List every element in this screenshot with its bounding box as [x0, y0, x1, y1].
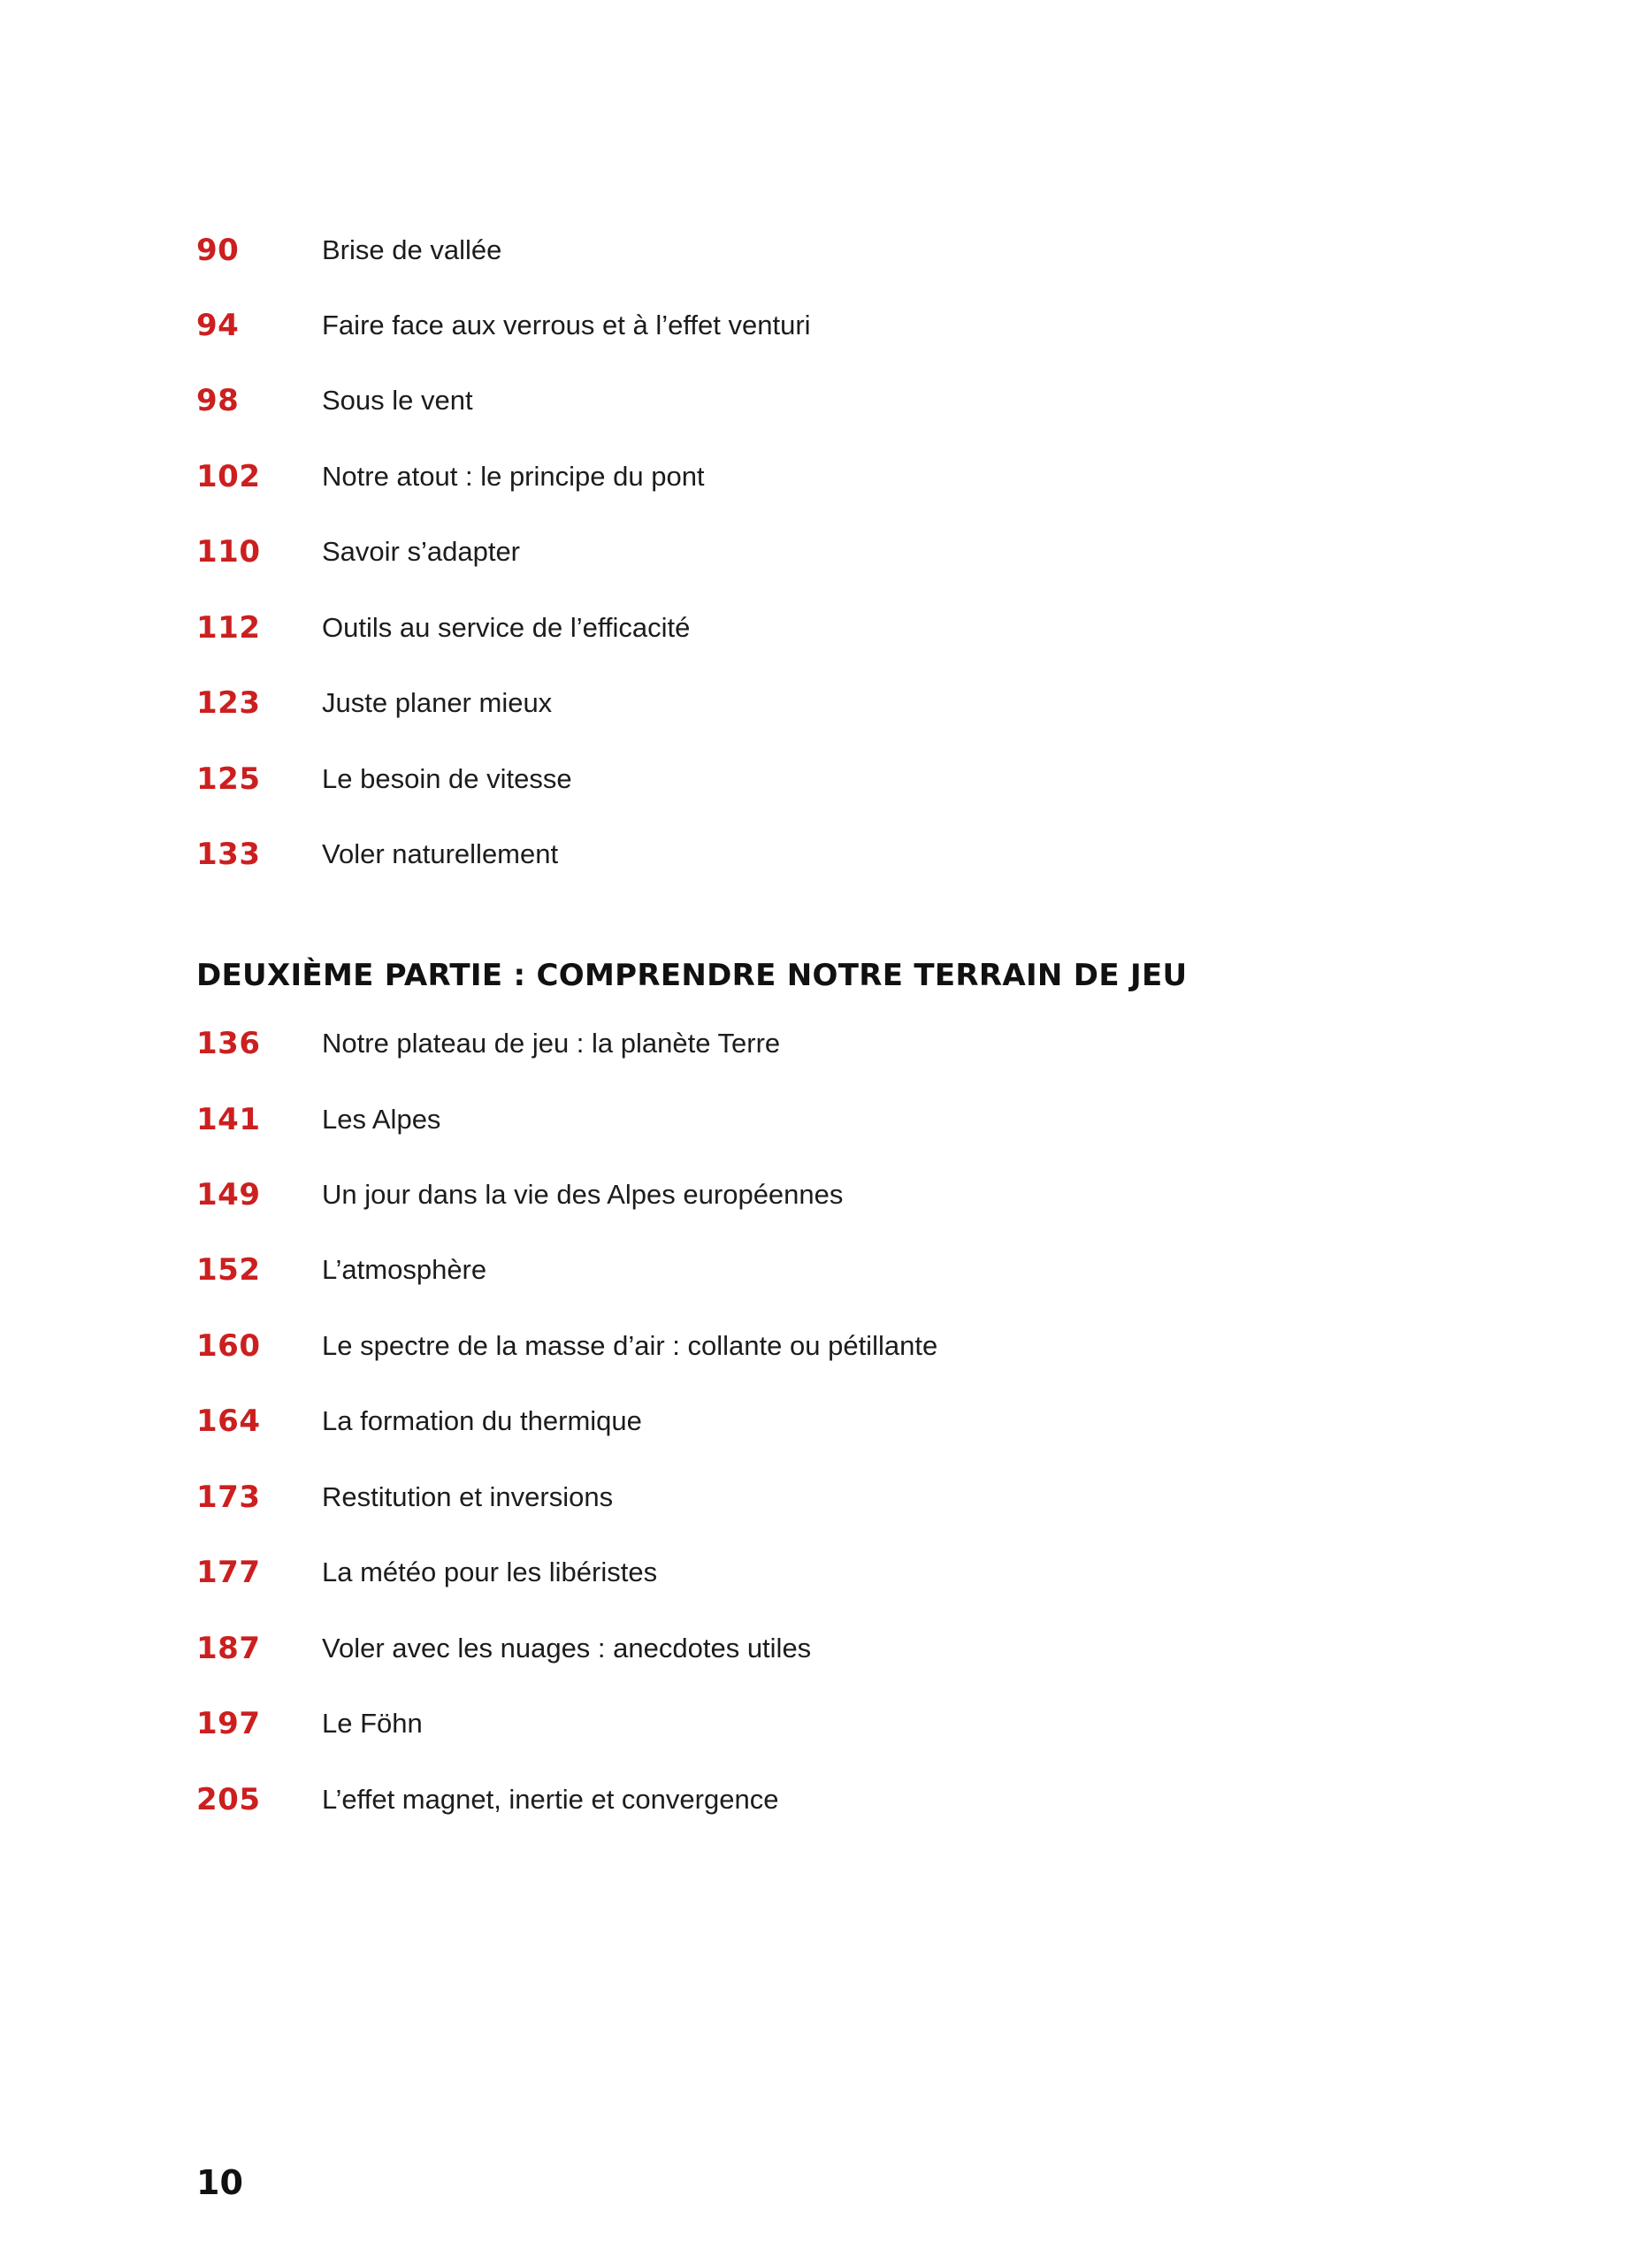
toc-page-number: 112 [196, 610, 261, 646]
toc-entry[interactable] [196, 1168, 843, 1221]
toc-entry[interactable] [196, 1773, 778, 1826]
toc-entry[interactable] [196, 1017, 780, 1070]
toc-entry[interactable] [196, 299, 811, 352]
toc-entry-title: Faire face aux verrous et à l’effet venturi [322, 310, 811, 340]
toc-entry-title: Outils au service de l’efficacité [322, 612, 691, 643]
toc-page-number: 133 [196, 837, 261, 872]
toc-page-number: 205 [196, 1782, 261, 1817]
toc-page-number: 160 [196, 1328, 261, 1364]
toc-page-number: 197 [196, 1706, 261, 1741]
toc-entry-title: La météo pour les libéristes [322, 1556, 658, 1587]
toc-entry[interactable] [196, 1093, 440, 1146]
toc-entry[interactable] [196, 1471, 613, 1524]
toc-entry-title: Le besoin de vitesse [322, 763, 572, 794]
toc-entry[interactable] [196, 1697, 423, 1750]
toc-entry[interactable] [196, 525, 520, 578]
toc-entry[interactable] [196, 601, 690, 654]
toc-entry[interactable] [196, 450, 705, 503]
toc-entry-title: Un jour dans la vie des Alpes européennes [322, 1179, 844, 1210]
toc-page-number: 125 [196, 761, 261, 797]
toc-page-number: 149 [196, 1177, 261, 1212]
toc-entry-title: Savoir s’adapter [322, 536, 521, 567]
toc-page-number: 177 [196, 1555, 261, 1590]
toc-page-number: 152 [196, 1252, 261, 1288]
toc-page-number: 90 [196, 233, 240, 268]
toc-entry[interactable] [196, 224, 501, 277]
toc-page-number: 164 [196, 1404, 261, 1439]
toc-entry-title: L’effet magnet, inertie et convergence [322, 1784, 779, 1815]
toc-entry-title: Juste planer mieux [322, 687, 553, 718]
toc-page-number: 187 [196, 1631, 261, 1666]
toc-entry[interactable] [196, 677, 552, 730]
toc-entry-title: Le Föhn [322, 1708, 423, 1739]
toc-page-number: 141 [196, 1102, 261, 1137]
section-heading: DEUXIÈME PARTIE : COMPRENDRE NOTRE TERRAIN DE JEU [196, 958, 1188, 993]
toc-page-number: 136 [196, 1026, 261, 1061]
toc-entry-title: Restitution et inversions [322, 1481, 614, 1512]
toc-entry-title: Voler naturellement [322, 838, 559, 869]
toc-entry[interactable] [196, 1243, 486, 1296]
toc-entry[interactable] [196, 828, 558, 881]
toc-entry-title: Les Alpes [322, 1104, 441, 1135]
toc-page-number: 110 [196, 534, 261, 570]
toc-entry[interactable] [196, 753, 572, 806]
page-number: 10 [196, 2163, 243, 2202]
toc-entry-title: L’atmosphère [322, 1254, 487, 1285]
toc-entry[interactable] [196, 1395, 642, 1448]
toc-entry[interactable] [196, 1622, 811, 1675]
toc-entry[interactable] [196, 1319, 937, 1373]
toc-entry-title: Brise de vallée [322, 234, 502, 265]
toc-page-number: 173 [196, 1480, 261, 1515]
toc-page-number: 94 [196, 308, 240, 343]
toc-entry-title: Notre plateau de jeu : la planète Terre [322, 1028, 781, 1059]
toc-page-number: 98 [196, 383, 240, 418]
toc-page-number: 102 [196, 459, 261, 494]
toc-entry-title: Voler avec les nuages : anecdotes utiles [322, 1633, 812, 1664]
toc-entry-title: Le spectre de la masse d’air : collante ou pétillante [322, 1330, 938, 1361]
toc-entry-title: Notre atout : le principe du pont [322, 461, 705, 492]
toc-entry-title: Sous le vent [322, 385, 473, 416]
toc-page-number: 123 [196, 685, 261, 721]
toc-entry[interactable] [196, 374, 473, 427]
toc-entry-title: La formation du thermique [322, 1405, 642, 1436]
toc-entry[interactable] [196, 1546, 657, 1599]
